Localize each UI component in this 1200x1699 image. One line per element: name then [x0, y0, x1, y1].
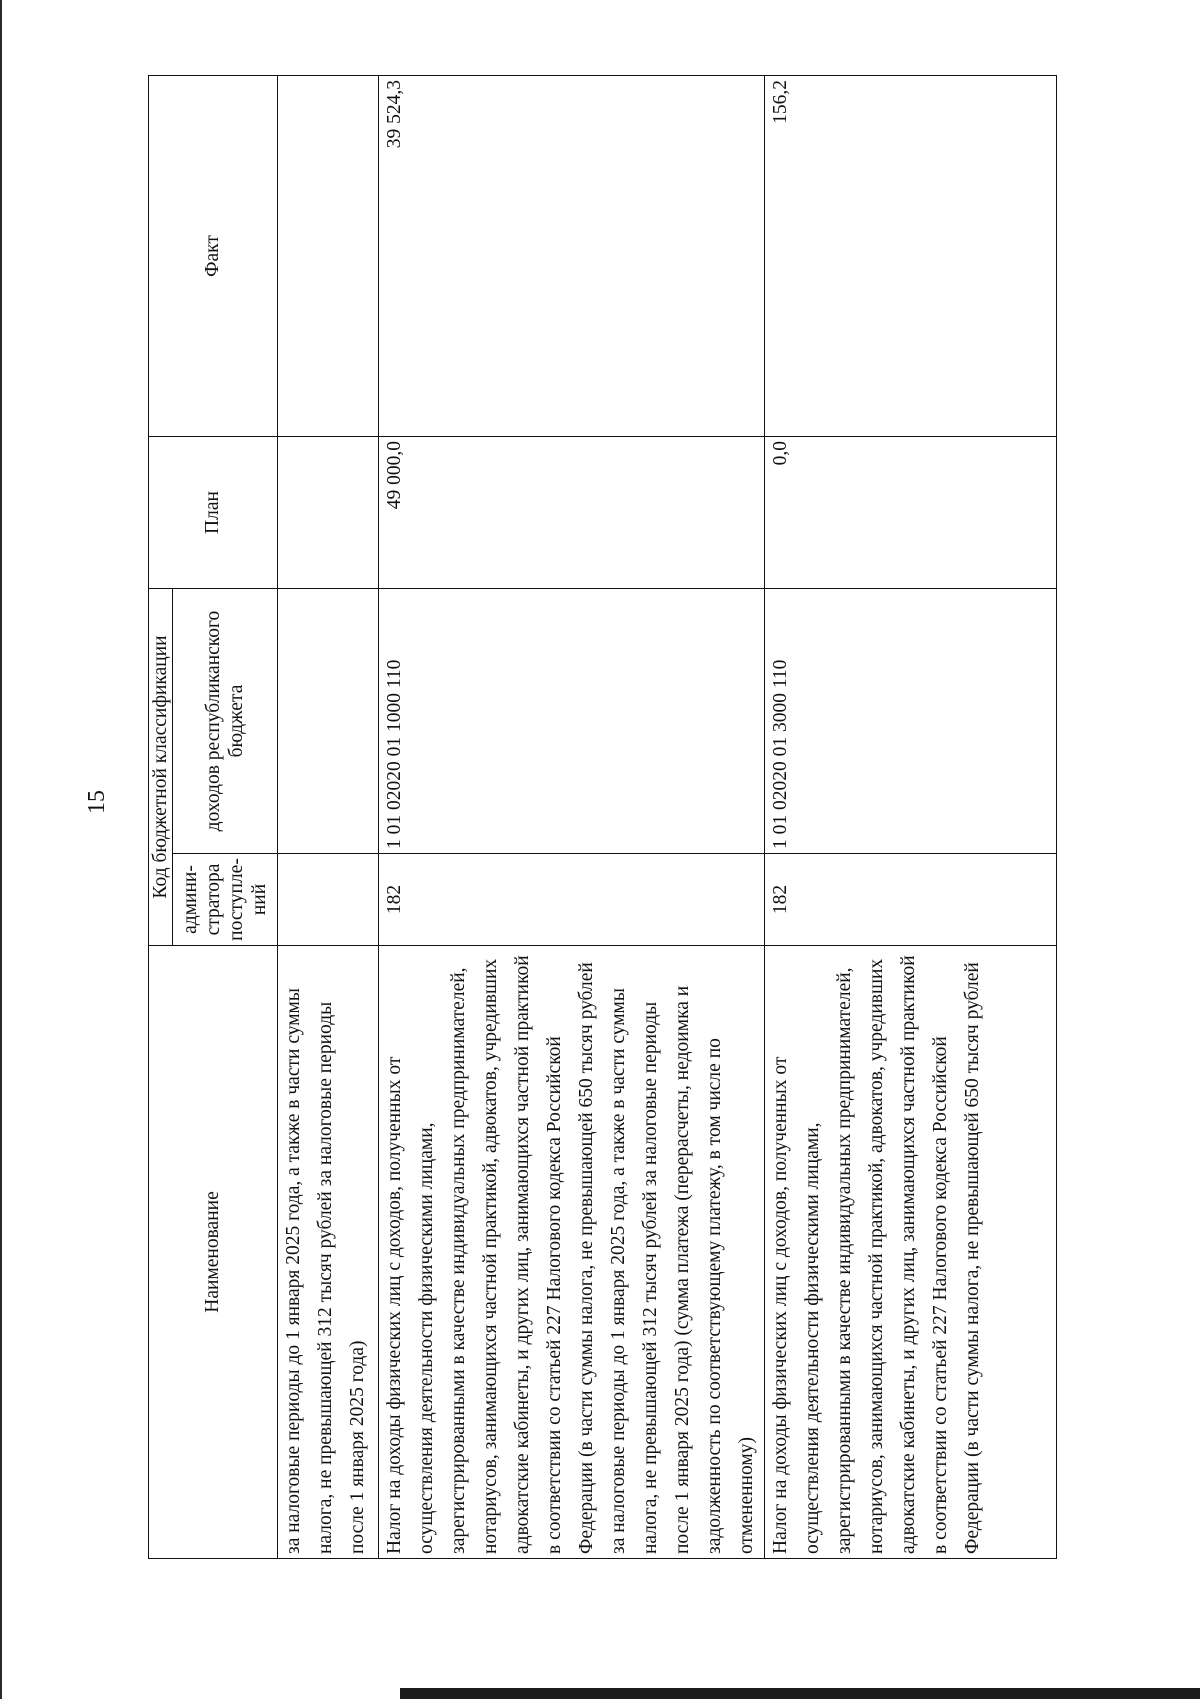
row-admin — [278, 854, 379, 946]
row-code: 1 01 02020 01 1000 110 — [379, 589, 765, 854]
header-code-group: Код бюджетной классификации — [149, 589, 173, 946]
budget-table — [148, 75, 1057, 1559]
scan-edge — [0, 0, 2, 1699]
row-name: за налоговые периоды до 1 января 2025 года, а также в части суммы налога, не превышающей 312 тысяч рублей за налоговые периоды после 1 января 2025 года) — [278, 946, 379, 1559]
row-admin: 182 — [765, 854, 1057, 946]
row-code: 1 01 02020 01 3000 110 — [765, 589, 1057, 854]
row-fact — [278, 76, 379, 437]
row-fact: 156,2 — [765, 76, 1057, 437]
header-fact: Факт — [149, 76, 278, 437]
row-plan: 0,0 — [765, 437, 1057, 589]
page-number: 15 — [84, 790, 110, 814]
rotated-table-container — [148, 76, 1057, 1559]
row-plan — [278, 437, 379, 589]
table-row — [765, 76, 1057, 1559]
row-admin: 182 — [379, 854, 765, 946]
row-name: Налог на доходы физических лиц с доходов, полученных от осуществления деятельности физическими лицами, зарегистрированными в качестве индивидуальных предпринимателей, нотариусов, занимающихся частной практикой, адвокатов, учредивших адвокатские кабинеты, и других лиц, занимающихся частной практикой в соответствии со статьей 227 Налогового кодекса Российской Федерации (в части суммы налога, не превышающей 650 тысяч рублей — [765, 946, 1057, 1559]
row-name: Налог на доходы физических лиц с доходов, полученных от осуществления деятельности физическими лицами, зарегистрированными в качестве индивидуальных предпринимателей, нотариусов, занимающихся частной практикой, адвокатов, учредивших адвокатские кабинеты, и других лиц, занимающихся частной практикой в соответствии со статьей 227 Налогового кодекса Российской Федерации (в части суммы налога, не превышающей 650 тысяч рублей за налоговые периоды до 1 января 2025 года, а также в части суммы налога, не превышающей 312 тысяч рублей за налоговые периоды после 1 января 2025 года) (сумма платежа (перерасчеты, недоимка и задолженность по соответствующему платежу, в том числе по отмененному) — [379, 946, 765, 1559]
row-code — [278, 589, 379, 854]
table-row — [379, 76, 765, 1559]
header-plan: План — [149, 437, 278, 589]
header-income: доходов республиканского бюджета — [173, 589, 278, 854]
row-fact: 39 524,3 — [379, 76, 765, 437]
scan-shadow — [400, 1688, 1200, 1699]
row-plan: 49 000,0 — [379, 437, 765, 589]
header-name: Наименование — [149, 946, 278, 1559]
header-admin: админи-стратора поступле-ний — [173, 854, 278, 946]
table-row — [278, 76, 379, 1559]
